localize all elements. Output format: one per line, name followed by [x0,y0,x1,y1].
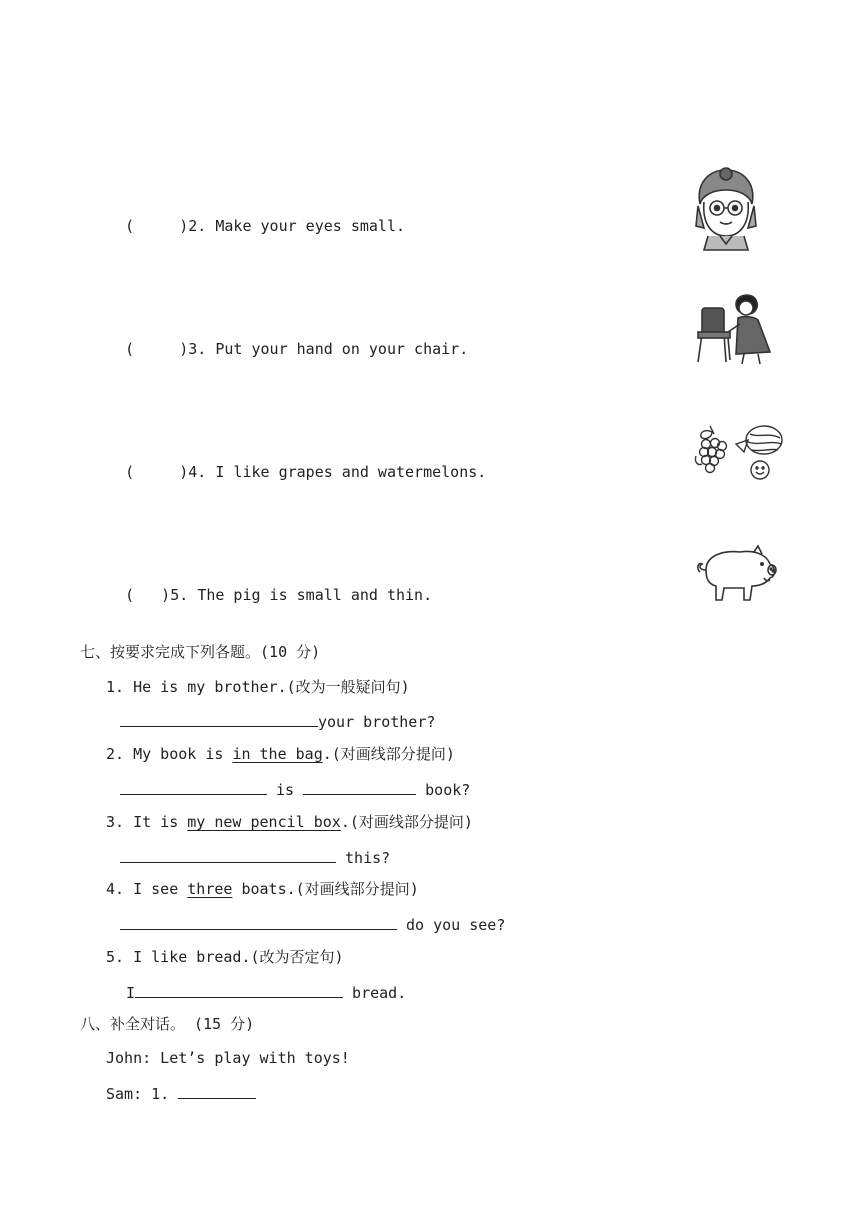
answer-line-2 [120,778,470,800]
answer-suffix: your brother? [318,713,436,731]
question-sentence: I like bread. [133,948,251,966]
answer-paren[interactable]: ( ) [125,217,189,235]
underlined-phrase: three [187,880,233,898]
question-sentence: It is [133,813,188,831]
item-text: The pig is small and thin. [197,586,433,604]
question-hint: (对画线部分提问) [295,880,419,898]
answer-paren[interactable]: ( ) [125,586,171,604]
matching-item-4 [107,442,486,482]
girl-chair-icon [692,292,776,364]
question-1 [106,677,410,697]
question-5 [106,947,344,967]
question-hint: (对画线部分提问) [349,813,473,831]
item-text: Put your hand on your chair. [215,340,469,358]
answer-line-4 [120,913,505,935]
answer-blank[interactable] [303,778,416,795]
answer-blank[interactable] [120,778,267,795]
item-number: 4. [188,463,207,481]
answer-prefix: I [126,984,136,1002]
question-2 [106,744,455,764]
matching-item-5 [107,565,432,605]
girl-glasses-icon [690,166,762,252]
question-sentence: My book is [133,745,233,763]
question-hint: (对画线部分提问) [331,745,455,763]
question-sentence-end: boats. [232,880,296,898]
pig-icon [692,544,778,608]
item-number: 5. [170,586,189,604]
answer-paren[interactable]: ( ) [125,340,189,358]
item-text: Make your eyes small. [215,217,406,235]
matching-item-2 [107,196,405,236]
dialogue-line-john: John: Let’s play with toys! [106,1049,350,1067]
answer-suffix: bread. [343,984,407,1002]
underlined-phrase: my new pencil box [187,813,341,831]
matching-item-3 [107,319,468,359]
question-sentence: He is my brother. [133,678,287,696]
answer-suffix: book? [416,781,471,799]
section-7-heading: 七、按要求完成下列各题。(10 分) [80,643,321,661]
answer-blank[interactable] [120,846,336,863]
question-sentence-end: . [322,745,332,763]
dialogue-line-sam [106,1082,256,1104]
question-number: 4. [106,880,125,898]
question-4 [106,879,419,899]
section-8-heading: 八、补全对话。 (15 分) [80,1015,255,1033]
question-number: 3. [106,813,125,831]
answer-line-5 [126,981,406,1003]
answer-suffix: this? [336,849,391,867]
question-sentence-end: . [340,813,350,831]
question-number: 5. [106,948,125,966]
dialogue-speaker: Sam: 1. [106,1085,179,1103]
answer-suffix: do you see? [397,916,506,934]
question-hint: (改为一般疑问句) [286,678,410,696]
answer-middle: is [267,781,304,799]
item-text: I like grapes and watermelons. [215,463,487,481]
item-number: 2. [188,217,207,235]
answer-line-1 [120,710,435,732]
answer-blank[interactable] [120,913,397,930]
fruit-smile-icon [692,422,786,484]
answer-paren[interactable]: ( ) [125,463,189,481]
underlined-phrase: in the bag [232,745,323,763]
answer-blank[interactable] [178,1082,256,1099]
question-sentence: I see [133,880,188,898]
answer-blank[interactable] [135,981,343,998]
question-number: 2. [106,745,125,763]
question-number: 1. [106,678,125,696]
item-number: 3. [188,340,207,358]
question-hint: (改为否定句) [250,948,344,966]
answer-blank[interactable] [120,710,318,727]
question-3 [106,812,473,832]
answer-line-3 [120,846,390,868]
